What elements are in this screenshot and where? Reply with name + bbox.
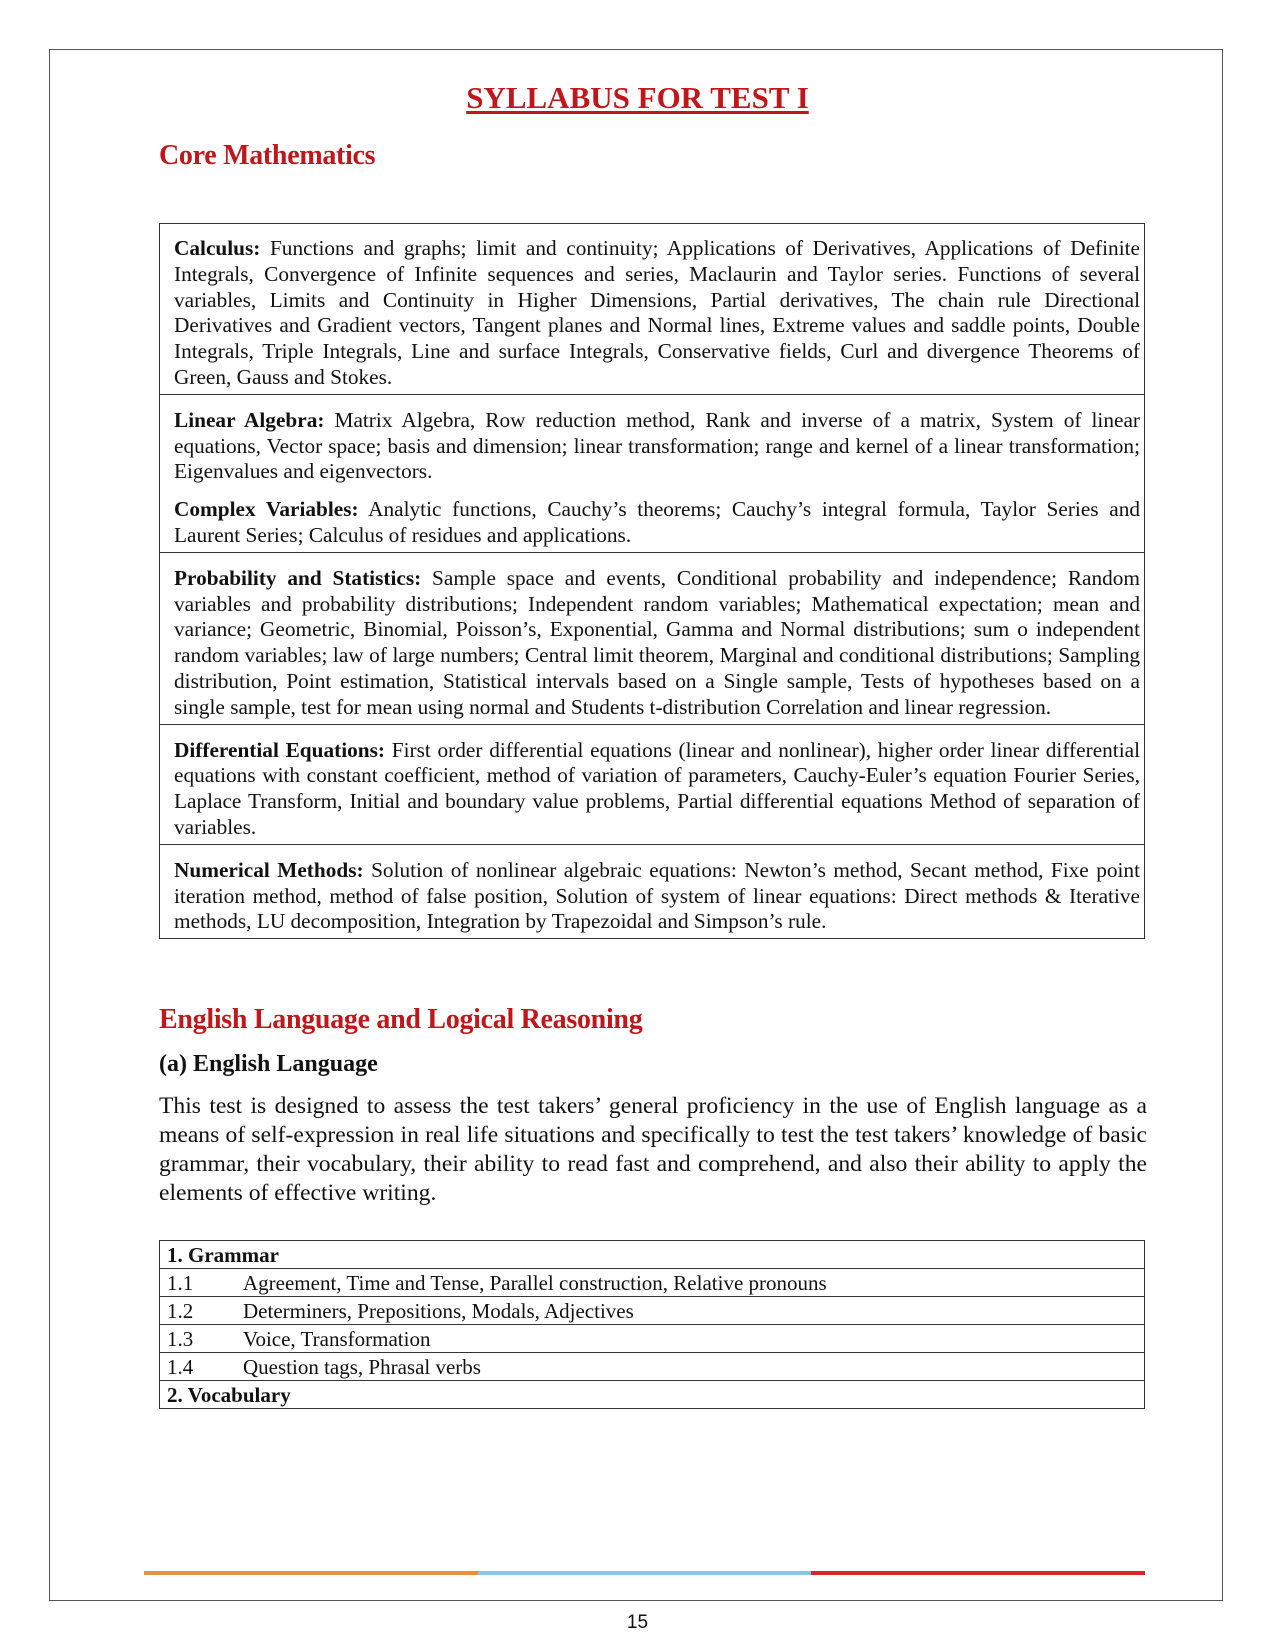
section-label: Calculus: [174,236,261,260]
grammar-heading-cell [160,1241,1145,1269]
section-text: Analytic functions, Cauchy’s theorems; Cauchy’s integral formula, Taylor Series and Laurent Series; Calculus of residues and applications. [174,497,1140,547]
footer-color-bars [144,1571,1145,1575]
english-intro-paragraph: This test is designed to assess the test takers’ general proficiency in the use of English language as a means of self-expression in real life situations and specifically to test the test takers’ knowledge of basic grammar, their vocabulary, their ability to read fast and comprehend, and also their ability to apply the elements of effective writing. [159,1093,1147,1206]
vocabulary-heading: 2. Vocabulary [167,1382,291,1407]
section-text: Sample space and events, Conditional probability and independence; Random variables and probability distributions; Independent random variables; Mathematical expectation; mean and variance; Geometric, Binomial, Poisson’s, Exponential, Gamma and Normal distributions; sum o independent random variables; law of large numbers; Central limit theorem, Marginal and conditional distributions; Sampling distribution, Point estimation, Statistical intervals based on a Single sample, Tests of hypotheses based on a single sample, test for mean using normal and Students t-distribution Correlation and linear regression. [174,565,1141,719]
syllabus-section-numerical-methods [160,844,1144,938]
section-label: Complex Variables: [174,497,359,522]
syllabus-section-differential-equations [160,724,1144,844]
item-number: 1.2 [167,1298,194,1323]
section-text: Matrix Algebra, Row reduction method, Rank and inverse of a matrix, System of linear equations, Vector space; basis and dimension; linear transformation; range and kernel of a linear transformation; Eigenvalues and eigenvectors. [174,407,1140,484]
vocabulary-heading-cell [160,1381,1145,1409]
item-text: Question tags, Phrasal verbs [243,1354,481,1379]
table-row [160,1241,1145,1269]
footer-bar-orange [144,1571,478,1575]
item-text: Determiners, Prepositions, Modals, Adjectives [243,1298,634,1323]
syllabus-section-complex-variables [160,488,1144,552]
item-number: 1.4 [167,1354,194,1379]
section-label: Differential Equations: [174,737,386,762]
core-mathematics-heading: Core Mathematics [159,140,376,171]
section-label: Probability and Statistics: [174,565,422,590]
table-row [160,1269,1145,1297]
section-text: First order differential equations (linear and nonlinear), higher order linear differential equations with constant coefficient, method of variation of parameters, Cauchy-Euler’s equation Fourier Series, Laplace Transform, Initial and boundary value problems, Partial differential equations Method of separation of variables. [174,737,1141,839]
page-number: 15 [626,1612,649,1633]
item-number: 1.3 [167,1326,194,1351]
english-reasoning-heading: English Language and Logical Reasoning [159,1004,643,1035]
section-label: Numerical Methods: [174,857,364,882]
footer-bar-blue [478,1571,812,1575]
section-label: Linear Algebra: [174,407,325,432]
table-row [160,1297,1145,1325]
table-row [160,1353,1145,1381]
footer-bar-red [811,1571,1145,1575]
item-number: 1.1 [167,1270,194,1295]
grammar-vocabulary-table [159,1240,1145,1409]
syllabus-section-probability-statistics [160,552,1144,724]
grammar-heading: 1. Grammar [167,1242,279,1267]
core-mathematics-syllabus [159,223,1145,939]
english-language-subheading: (a) English Language [159,1051,378,1077]
table-row [160,1325,1145,1353]
syllabus-section-linear-algebra [160,394,1144,488]
syllabus-section-calculus [160,224,1144,394]
item-text: Voice, Transformation [243,1326,431,1351]
section-text: Functions and graphs; limit and continuity; Applications of Derivatives, Applications of Definite Integrals, Convergence of Infinite sequences and series, Maclaurin and Taylor series. Functions of several variables, Limits and Continuity in Higher Dimensions, Partial derivatives, The chain rule Directional Derivatives and Gradient vectors, Tangent planes and Normal lines, Extreme values and saddle points, Double Integrals, Triple Integrals, Line and surface Integrals, Conservative fields, Curl and divergence Theorems of Green, Gauss and Stokes. [174,236,1140,389]
table-row [160,1381,1145,1409]
section-text: Solution of nonlinear algebraic equations: Newton’s method, Secant method, Fixe point iteration method, method of false position, Solution of system of linear equations: Direct methods & Iterative methods, LU decomposition, Integration by Trapezoidal and Simpson’s rule. [174,857,1140,934]
page-title: SYLLABUS FOR TEST I [466,80,809,115]
item-text: Agreement, Time and Tense, Parallel construction, Relative pronouns [243,1270,827,1295]
